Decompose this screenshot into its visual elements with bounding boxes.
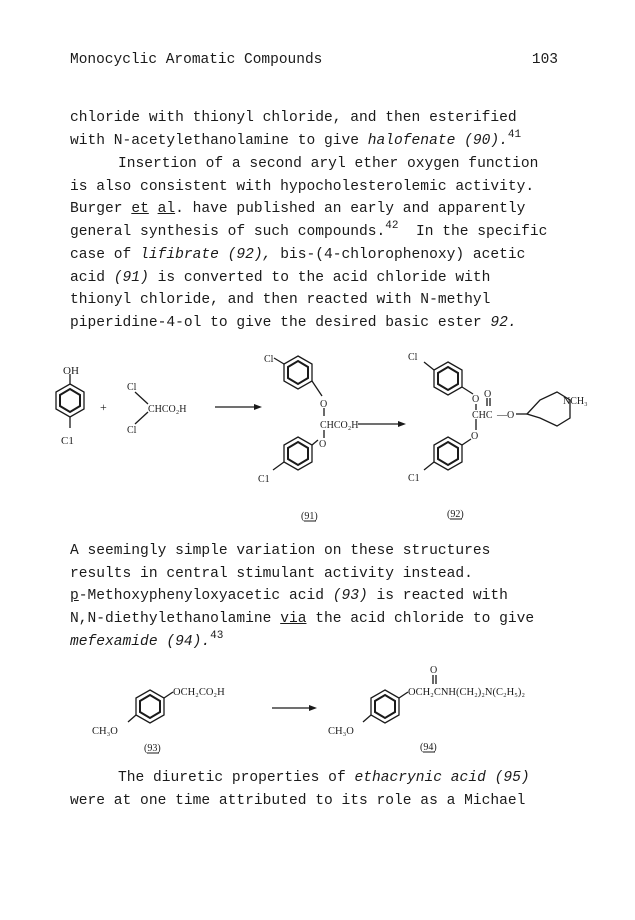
atom-label: OH: [63, 365, 79, 377]
text-line: [70, 267, 570, 290]
arrow-head: [254, 404, 262, 410]
reference-number: 43: [210, 629, 224, 642]
group-label: OCH₂CNH(CH₂)₂N(C₂H₅)₂: [408, 687, 526, 698]
text: case of: [70, 246, 141, 263]
compound-number: (91): [113, 269, 149, 286]
text: . have published an early and apparently: [175, 201, 526, 218]
text-line: chloride with thionyl chloride, and then esterified: [70, 110, 517, 126]
atom-label: O: [320, 399, 328, 410]
group-label: CHC: [472, 410, 493, 421]
group-label: CH₃O: [92, 726, 118, 737]
atom-label: O: [471, 431, 479, 442]
running-header: [70, 52, 560, 68]
paragraph-halofenate: [70, 107, 570, 152]
atom-label: O: [430, 665, 438, 676]
text-line: [70, 585, 570, 608]
reference-number: 41: [507, 128, 522, 141]
benzene-ring: [424, 362, 473, 395]
atom-label: C1: [61, 435, 74, 447]
atom-label: —O: [497, 410, 515, 421]
text-line: A seemingly simple variation on these structures: [70, 543, 491, 559]
latin-abbrev: et: [131, 201, 149, 218]
compound-name: lifibrate (92),: [140, 246, 272, 263]
text: -Methoxyphenyloxyacetic acid: [78, 588, 333, 605]
text-line: [70, 631, 570, 654]
atom-label: C1: [258, 474, 270, 485]
compound-name: halofenate (90).: [367, 132, 508, 149]
benzene-ring: [363, 690, 408, 723]
atom-label: O: [319, 439, 327, 450]
text-line: thionyl chloride, and then reacted with N-methyl: [70, 292, 491, 309]
benzene-ring: [128, 690, 173, 723]
text: In the specific: [398, 224, 548, 241]
paragraph-mefexamide: [70, 540, 570, 654]
benzene-ring: [273, 437, 318, 470]
atom-label: Cl: [127, 382, 137, 393]
compound-number: (93): [332, 588, 368, 605]
arrow-head: [309, 705, 317, 711]
text: with N-acetylethanolamine to give: [70, 132, 368, 149]
atom-label: C1: [408, 473, 420, 484]
latin-word: via: [280, 611, 307, 628]
compound-name: ethacrynic acid (95): [354, 770, 530, 786]
compound-label: (93): [144, 743, 161, 754]
text: the acid chloride to give: [306, 611, 535, 628]
page-number: 103: [531, 52, 558, 68]
text-line: [70, 221, 570, 244]
compound-label: (94): [420, 742, 437, 753]
benzene-ring: [274, 356, 322, 396]
text-line: were at one time attributed to its role as a Michael: [70, 792, 526, 809]
reagent-formula: CHCO₂H: [148, 404, 187, 415]
benzene-ring: [424, 437, 471, 470]
text-line: [70, 198, 570, 221]
text-line: results in central stimulant activity instead.: [70, 565, 473, 582]
text-line: [70, 130, 570, 153]
atom-label: O: [472, 394, 480, 405]
benzene-ring: [56, 374, 84, 428]
text: Burger: [70, 201, 132, 218]
text-line: [70, 244, 570, 267]
atom-label: Cl: [127, 425, 137, 436]
reference-number: 42: [385, 220, 399, 233]
compound-number: 92.: [490, 314, 517, 331]
running-title: Monocyclic Aromatic Compounds: [70, 52, 323, 68]
text-line: [70, 767, 570, 790]
compound-label: (92): [447, 509, 464, 520]
text: is reacted with: [367, 588, 508, 605]
arrow-head: [398, 421, 406, 427]
text: general synthesis of such compounds.: [70, 224, 386, 241]
text-line: [70, 608, 570, 631]
reaction-scheme-mefexamide: [0, 660, 635, 760]
group-label: OCH₂CO₂H: [173, 687, 225, 698]
compound-label: (91): [301, 511, 318, 522]
reaction-scheme-lifibrate: [0, 340, 635, 530]
text: p: [70, 588, 79, 605]
group-label: NCH₃: [563, 396, 588, 407]
text: acid: [70, 269, 114, 286]
text: bis-(4-chlorophenoxy) acetic: [271, 246, 526, 263]
atom-label: O: [484, 389, 492, 400]
text-line: [70, 312, 570, 335]
group-label: CHCO₂H: [320, 420, 359, 431]
text: The diuretic properties of: [118, 770, 355, 786]
text-line: Insertion of a second aryl ether oxygen function: [118, 156, 539, 172]
group-label: CH₃O: [328, 726, 354, 737]
paragraph-lifibrate: [70, 153, 570, 335]
text: N,N-diethylethanolamine: [70, 611, 281, 628]
text-line: is also consistent with hypocholesterolemic activity.: [70, 178, 535, 195]
plus-sign: +: [100, 400, 107, 414]
latin-abbrev: al: [157, 201, 176, 218]
paragraph-ethacrynic-acid: [70, 767, 570, 812]
atom-label: Cl: [408, 352, 418, 363]
compound-name: mefexamide (94).: [70, 633, 211, 650]
atom-label: Cl: [264, 354, 274, 365]
text: piperidine-4-ol to give the desired basic ester: [70, 314, 491, 331]
text: is converted to the acid chloride with: [148, 269, 491, 286]
